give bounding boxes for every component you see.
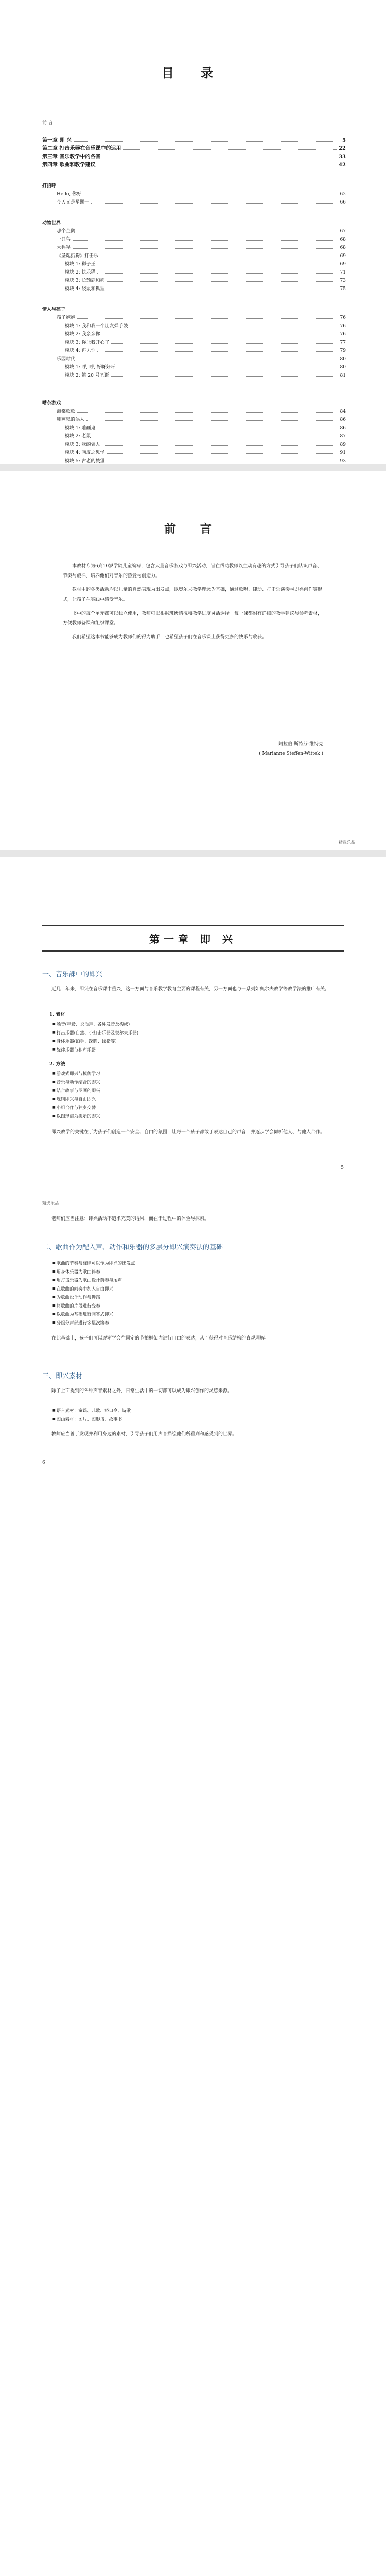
body-text (42, 1334, 344, 1343)
body-text (42, 1430, 344, 1439)
toc-entry-label: 一只鸟 (57, 237, 71, 242)
preface-paragraph: 本教材专为6到10岁学龄儿童编写，包含大量音乐游戏与即兴活动，旨在帮助教师以生动有趣的方式引导孩子们认识声音、节奏与旋律，培养他们对音乐的热爱与创造力。 (63, 564, 322, 579)
toc-spacer (42, 126, 346, 135)
toc-entry-page: 66 (340, 200, 346, 205)
list-item: ■ 分组分声部进行多层次演奏 (52, 1319, 341, 1328)
song-method-list (52, 1259, 341, 1327)
list-item: ■ 以歌曲为基础进行问答式即兴 (52, 1310, 341, 1319)
intro-paragraph: 近几十年来，即兴在音乐课中重兴，这一方面与音乐教学教育主要的课程有关，另一方面也与一系列如奥尔夫教学等教学法的推广有关。 (51, 987, 330, 992)
toc-entry[interactable] (42, 117, 346, 126)
toc-entry[interactable] (42, 431, 346, 439)
toc-entry[interactable] (42, 345, 346, 353)
corner-label: 精选乐品 (339, 840, 355, 845)
toc-entry[interactable] (42, 250, 346, 259)
toc-entry-label: 第三章 音乐教学中的各音 (42, 154, 101, 160)
toc-entry[interactable] (42, 320, 346, 329)
toc-entry[interactable] (42, 329, 346, 337)
toc-entry-page: 76 (340, 324, 346, 329)
preface-paragraph: 书中的每个单元都可以独立使用，教师可以根据班级情况和教学进度灵活选择。每一课都附有详细的教学建议与参考素材，方便教师备课和组织课堂。 (63, 611, 323, 626)
list-item: ■ 图画素材：图片、图形谱、故事书 (52, 1415, 341, 1424)
body-paragraph: 在此基础上，孩子们可以逐渐学会在固定的节拍框架内进行自由的表达，从而获得对音乐结构的直观理解。 (51, 1336, 270, 1341)
preface-body (63, 562, 323, 647)
toc-entry[interactable] (42, 189, 346, 197)
list-item: ■ 旋律乐器与和声乐器 (52, 1046, 341, 1055)
toc-leader-dots (97, 351, 338, 352)
preface-paragraph: 我们希望这本书能够成为教师们的得力助手，也希望孩子们在音乐课上获得更多的快乐与收获。 (72, 635, 267, 640)
toc-entry-page: 73 (340, 278, 346, 283)
list-item: ■ 音乐与动作结合的即兴 (52, 1078, 341, 1087)
toc-page (0, 0, 386, 464)
toc-spacer (42, 292, 346, 301)
list-item: ■ 打击乐器(自然、小打击乐器及奥尔夫乐器) (52, 1029, 341, 1038)
toc-leader-dots (97, 273, 338, 274)
toc-entry-page: 67 (340, 229, 346, 234)
toc-entry-page: 68 (340, 237, 346, 242)
toc-leader-dots (111, 376, 338, 377)
toc-entry-page: 71 (340, 270, 346, 275)
toc-spacer (42, 168, 346, 177)
toc-entry-label: 模块 1: 狮子王 (65, 262, 96, 267)
toc-entry-page: 80 (340, 365, 346, 370)
toc-leader-dots (123, 149, 337, 150)
toc-entry-page: 80 (340, 357, 346, 362)
toc-leader-dots (77, 318, 338, 319)
body-paragraph: 老师们应当注意：即兴活动不追求完美的结果，而在于过程中的体验与探索。 (51, 1216, 209, 1222)
preface-paragraph: 教材中的各类活动均以儿童的自然表现为出发点，以奥尔夫教学理念为基础，通过歌唱、律动、打击乐演奏与即兴创作等形式，让孩子在实践中感受音乐。 (63, 587, 323, 602)
section-heading: 三、即兴素材 (42, 1372, 83, 1380)
body-text (42, 1387, 344, 1396)
toc-entry-label: 模块 2: 我亲亲你 (65, 332, 100, 337)
toc-entry-page: 62 (340, 192, 346, 197)
toc-entry-page: 84 (340, 409, 346, 414)
toc-entry[interactable] (42, 143, 346, 151)
toc-entry-label: 第一章 即 兴 (42, 138, 72, 143)
toc-entry[interactable] (42, 267, 346, 275)
toc-entry[interactable] (42, 242, 346, 250)
toc-entry[interactable] (42, 362, 346, 370)
list-item: ■ 嗓音(年龄、说话声、各种发音及构成) (52, 1020, 341, 1029)
toc-spacer (42, 378, 346, 395)
toc-entry-label: 模块 1: 呼, 呼, 好呀好呀 (65, 365, 115, 370)
toc-entry-label: 模块 2: 快乐猫 (65, 270, 96, 275)
list-item: ■ 用打击乐器为歌曲设计前奏与尾声 (52, 1276, 341, 1285)
list-item: ■ 将歌曲的片段进行变奏 (52, 1302, 341, 1311)
toc-entry-label: 第四章 歌曲和教学建议 (42, 162, 96, 168)
toc-entry-page: 76 (340, 332, 346, 337)
toc-entry[interactable] (42, 439, 346, 447)
toc-entry[interactable] (42, 283, 346, 292)
toc-entry-label: 模块 2: 老鼠 (65, 434, 91, 439)
toc-entry-label: 模块 3: 我的偶人 (65, 442, 100, 447)
toc-entry-label: Hello, 你好 (57, 192, 82, 197)
toc-entry-page: 91 (340, 450, 346, 455)
list-item: ■ 以图形谱为提示的即兴 (52, 1112, 341, 1121)
preface-title: 前 言 (164, 522, 222, 536)
toc-entry-page: 87 (340, 434, 346, 439)
list-item: ■ 规则即兴与自由即兴 (52, 1095, 341, 1104)
toc-spacer (42, 205, 346, 214)
toc-leader-dots (107, 281, 338, 282)
toc-entry-page: 76 (340, 315, 346, 320)
intro-text (42, 985, 344, 994)
toc-entry-label: 嘈杂游戏 (42, 401, 61, 406)
page-number: 5 (341, 1165, 344, 1171)
toc-entry-label: 打招呼 (42, 183, 57, 189)
toc-leader-dots (91, 203, 338, 204)
toc-entry-page: 5 (342, 138, 346, 143)
section-heading: 二、歌曲作为配入声、动作和乐器的多层分即兴演奏法的基础 (42, 1244, 223, 1251)
list-item: ■ 为歌曲设计动作与舞蹈 (52, 1293, 341, 1302)
material-list (52, 1020, 341, 1054)
toc-entry[interactable] (42, 455, 346, 464)
body-paragraph: 教师应当善于发现并利用身边的素材，引导孩子们用声音描绘他们所看到和感受到的世界。 (51, 1432, 237, 1437)
toc-entry[interactable] (42, 422, 346, 431)
toc-entry-page: 77 (340, 340, 346, 345)
toc-leader-dots (107, 453, 338, 454)
toc-entry[interactable] (42, 353, 346, 362)
toc-leader-dots (73, 240, 338, 241)
toc-entry-label: 模块 4: 袋鼠和狐狸 (65, 286, 105, 292)
toc-entry-label: 情人与孩子 (42, 307, 66, 312)
toc-entry[interactable] (42, 406, 346, 414)
toc-entry[interactable] (42, 160, 346, 168)
toc-entry-label: 乐园时代 (57, 357, 76, 362)
toc-entry[interactable] (42, 398, 346, 406)
list-item: ■ 身体乐器(拍手、跺脚、捻指等) (52, 1037, 341, 1046)
toc-entry-page: 89 (340, 442, 346, 447)
list-item: ■ 结合故事与图画的即兴 (52, 1087, 341, 1095)
toc-entry-label: 前 言 (42, 121, 53, 126)
toc-entry-label: 模块 5: 古老的城堡 (65, 459, 105, 464)
corner-label: 精选乐品 (42, 1201, 59, 1206)
toc-entry-label: 模块 2: 第 20 号圣诞 (65, 373, 109, 378)
toc-entry-label: 海棠歌歌 (57, 409, 76, 414)
toc-entry-label: 孩子抱抱 (57, 315, 76, 320)
toc-entry-page: 75 (340, 286, 346, 292)
toc-entry-page: 68 (340, 245, 346, 250)
toc-entry[interactable] (42, 151, 346, 160)
toc-entry-page: 86 (340, 417, 346, 422)
page-separator (0, 850, 386, 857)
toc-entry-label: 《圣诞扔狗》打击乐 (57, 253, 99, 259)
page-separator (0, 464, 386, 471)
list-item: ■ 歌曲的节奏与旋律可以作为即兴的出发点 (52, 1259, 341, 1268)
toc-leader-dots (74, 141, 340, 142)
preface-signature (259, 740, 323, 758)
toc-entry-label: 第二章 打击乐器在音乐课中的运用 (42, 146, 121, 151)
toc-leader-dots (111, 343, 338, 344)
section-heading: 一、音乐課中的即兴 (42, 971, 103, 978)
toc-entry[interactable] (42, 304, 346, 312)
toc-entry-label: 模块 3: 你让我开心了 (65, 340, 110, 345)
toc-entry-label: 今天又是星期一 (57, 200, 90, 205)
signature-name: 阿拉伯·斯特芬-维特克 (278, 742, 323, 747)
list-item: ■ 小组合作与独奏交替 (52, 1104, 341, 1112)
list-item: ■ 在歌曲的间奏中加入自由即兴 (52, 1285, 341, 1294)
toc-entry-page: 42 (339, 162, 346, 168)
body-paragraph: 除了上面提到的各种声音素材之外，日常生活中的一切都可以成为即兴创作的灵感来源。 (51, 1388, 233, 1394)
sub-heading: 2. 方法 (49, 1062, 65, 1067)
toc-entry[interactable] (42, 337, 346, 345)
toc-entry[interactable] (42, 135, 346, 143)
body-paragraph: 即兴教学的关键在于为孩子们创造一个安全、自由的氛围，让每一个孩子都敢于表达自己的声音，并逐步学会倾听他人、与他人合作。 (51, 1130, 325, 1135)
toc-entry[interactable] (42, 217, 346, 226)
toc-entry-page: 86 (340, 426, 346, 431)
toc-entry[interactable] (42, 259, 346, 267)
signature-latin: ( Marianne Steffen-Wittek ) (259, 751, 323, 756)
toc-entry[interactable] (42, 312, 346, 320)
toc-entry[interactable] (42, 234, 346, 242)
material-source-list (52, 1406, 341, 1423)
toc-entry-page: 79 (340, 348, 346, 353)
toc-entry-label: 模块 4: 再见你 (65, 348, 96, 353)
toc-entry-page: 69 (340, 253, 346, 259)
toc-entry-label: 模块 3: 长颈鹿和狗 (65, 278, 105, 283)
toc-entry-page: 81 (340, 373, 346, 378)
toc-entry[interactable] (42, 370, 346, 378)
toc-entry-label: 动物世界 (42, 221, 61, 226)
toc-entry[interactable] (42, 226, 346, 234)
toc-entry[interactable] (42, 275, 346, 283)
method-list (52, 1070, 341, 1121)
toc-entry[interactable] (42, 447, 346, 455)
list-item: ■ 游戏式即兴与模仿学习 (52, 1070, 341, 1078)
body-text (42, 1128, 344, 1137)
list-item: ■ 语言素材：童谣、儿歌、绕口令、诗歌 (52, 1406, 341, 1415)
toc-leader-dots (102, 445, 338, 446)
toc-title: 目 录 (161, 65, 225, 80)
toc-entry-label: 模块 1: 雕画鬼 (65, 426, 96, 431)
page-number: 6 (42, 1460, 45, 1465)
chapter-title: 第一章 即 兴 (42, 925, 344, 952)
toc-entry-page: 33 (339, 154, 346, 160)
sub-heading: 1. 素材 (49, 1012, 65, 1018)
toc-entry-page: 22 (339, 146, 346, 151)
toc-entry[interactable] (42, 180, 346, 189)
toc-entry[interactable] (42, 197, 346, 205)
toc-entry-label: 雕画鬼的偶人 (57, 417, 85, 422)
toc-leader-dots (73, 248, 338, 249)
toc-leader-dots (86, 420, 338, 421)
toc-leader-dots (77, 412, 338, 413)
list-item: ■ 用身体乐器为歌曲伴奏 (52, 1268, 341, 1277)
toc-entry[interactable] (42, 414, 346, 422)
toc-entry-label: 那个企鹅 (57, 229, 76, 234)
toc-entry-label: 模块 1: 我和我一个朋友弹手鼓 (65, 324, 128, 329)
toc-entry-label: 模块 4: 画皮之鬼怪 (65, 450, 105, 455)
toc-entry-page: 69 (340, 262, 346, 267)
toc-entry-page: 93 (340, 459, 346, 464)
body-text (42, 1215, 344, 1224)
toc-entry-label: 大猩猩 (57, 245, 71, 250)
